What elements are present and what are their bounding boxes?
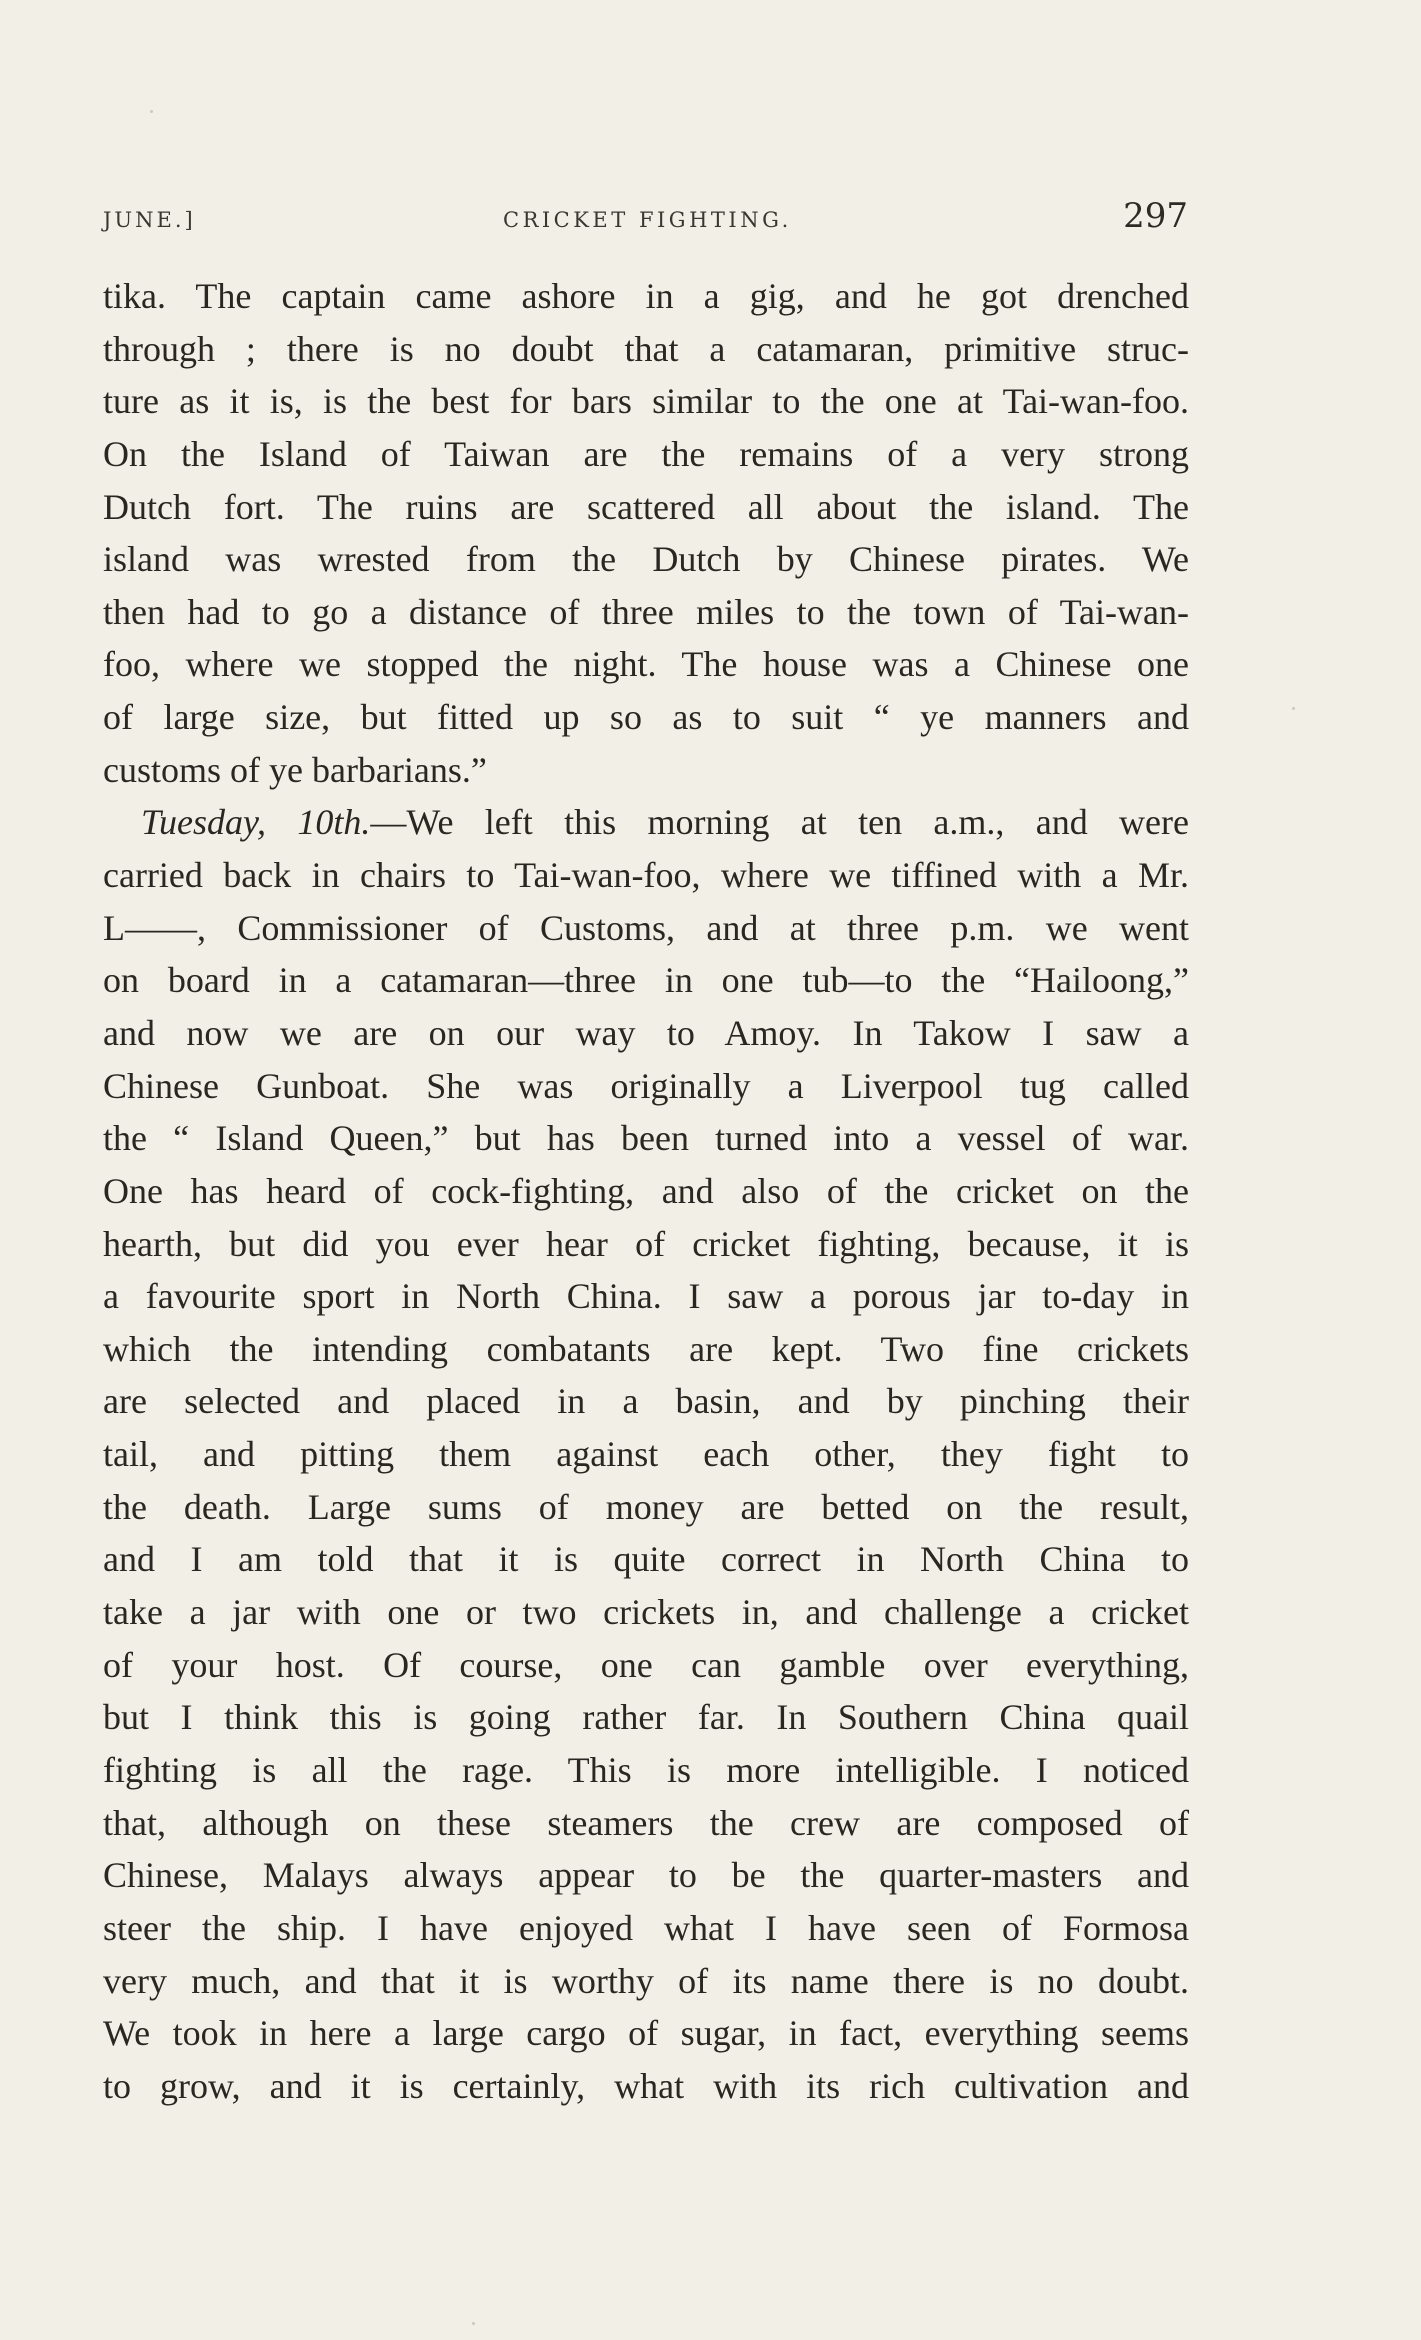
text-line: then had to go a distance of three miles to the town of Tai-wan- <box>103 591 1189 632</box>
running-head-month: JUNE.] <box>103 208 196 232</box>
running-head-title: CRICKET FIGHTING. <box>503 208 792 232</box>
text-line: of large size, but fitted up so as to suit “ ye manners and <box>103 697 1189 738</box>
text-line: fighting is all the rage. This is more intelligible. I noticed <box>103 1749 1189 1790</box>
body-text <box>103 270 1189 2112</box>
paper-speck <box>150 110 153 113</box>
text-line: that, although on these steamers the crew are composed of <box>103 1802 1189 1843</box>
paper-speck <box>472 2322 475 2325</box>
entry-date: 10th. <box>297 802 371 843</box>
text-line: and I am told that it is quite correct in North China to <box>103 1539 1189 1580</box>
paper-speck <box>1292 707 1295 710</box>
text-line: tail, and pitting them against each other, they fight to <box>103 1434 1189 1475</box>
text-line: island was wrested from the Dutch by Chinese pirates. We <box>103 539 1189 580</box>
text-line: tika. The captain came ashore in a gig, and he got drenched <box>103 276 1189 316</box>
text-line: but I think this is going rather far. In Southern China quail <box>103 1697 1189 1738</box>
text-line: through ; there is no doubt that a catamaran, primitive struc- <box>103 328 1189 369</box>
text-line: Chinese Gunboat. She was originally a Liverpool tug called <box>103 1065 1189 1106</box>
text-line: One has heard of cock-fighting, and also of the cricket on the <box>103 1170 1189 1211</box>
text-line: Chinese, Malays always appear to be the quarter-masters and <box>103 1855 1189 1896</box>
text-line: take a jar with one or two crickets in, and challenge a cricket <box>103 1592 1189 1633</box>
text-line: to grow, and it is certainly, what with its rich cultivation and <box>103 2065 1189 2106</box>
text-line: We took in here a large cargo of sugar, in fact, everything seems <box>103 2013 1189 2054</box>
text-line: On the Island of Taiwan are the remains of a very strong <box>103 433 1189 474</box>
text-line: very much, and that it is worthy of its name there is no doubt. <box>103 1960 1189 2001</box>
text-line: hearth, but did you ever hear of cricket fighting, because, it is <box>103 1223 1189 1264</box>
text-line: the death. Large sums of money are betted on the result, <box>103 1486 1189 1527</box>
paragraph-opening-line <box>103 796 1189 849</box>
page-number: 297 <box>1123 196 1188 236</box>
text-line: the “ Island Queen,” but has been turned into a vessel of war. <box>103 1118 1189 1159</box>
text-line: customs of ye barbarians.” <box>103 749 487 790</box>
text-line: which the intending combatants are kept. Two fine crickets <box>103 1328 1189 1369</box>
text-line: Dutch fort. The ruins are scattered all about the island. The <box>103 486 1189 527</box>
text-line: and now we are on our way to Amoy. In Takow I saw a <box>103 1012 1189 1053</box>
text-line: a favourite sport in North China. I saw a porous jar to-day in <box>103 1276 1189 1317</box>
page-header <box>103 196 1188 246</box>
entry-text: —We left this morning at ten a.m., and were <box>370 802 1189 843</box>
text-line: carried back in chairs to Tai-wan-foo, where we tiffined with a Mr. <box>103 855 1189 896</box>
text-line: are selected and placed in a basin, and by pinching their <box>103 1381 1189 1422</box>
text-line: foo, where we stopped the night. The house was a Chinese one <box>103 644 1189 685</box>
text-line: L——, Commissioner of Customs, and at three p.m. we went <box>103 907 1189 948</box>
text-line: of your host. Of course, one can gamble over everything, <box>103 1644 1189 1685</box>
text-line: ture as it is, is the best for bars similar to the one at Tai-wan-foo. <box>103 381 1189 422</box>
text-line: on board in a catamaran—three in one tub—to the “Hailoong,” <box>103 960 1189 1001</box>
text-line: steer the ship. I have enjoyed what I have seen of Formosa <box>103 1907 1189 1948</box>
entry-day: Tuesday, <box>141 802 267 843</box>
